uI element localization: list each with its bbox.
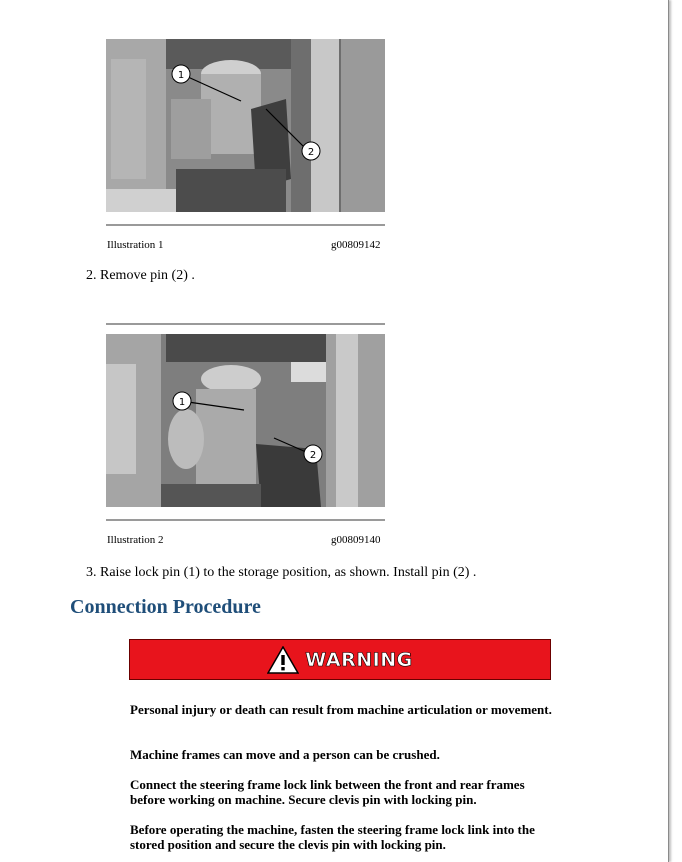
illustration-2-callout-1: 1	[178, 397, 186, 408]
illustration-2-caption: Illustration 2	[107, 534, 164, 546]
illustration-2-rule	[106, 519, 385, 521]
warning-label: WARNING	[305, 648, 413, 671]
illustration-1-callout-2: 2	[307, 147, 315, 158]
warning-paragraph-3: Connect the steering frame lock link between the front and rear frames before working on machine. Secure clevis pin with locking pin.	[130, 777, 525, 807]
illustration-2-callout-2: 2	[309, 450, 317, 461]
warning-banner	[129, 639, 551, 680]
illustration-1-caption: Illustration 1	[107, 239, 164, 251]
illustration-2-photo	[106, 334, 385, 507]
section-heading: Connection Procedure	[70, 596, 261, 618]
illustration-1-rule	[106, 224, 385, 226]
illustration-2-code: g00809140	[331, 534, 381, 546]
warning-paragraph-4: Before operating the machine, fasten the steering frame lock link into the stored position and secure the clevis pin with locking pin.	[130, 822, 535, 852]
step-2-text: 2. Remove pin (2) .	[86, 268, 195, 283]
illustration-1-photo	[106, 39, 385, 212]
illustration-1-callout-1: 1	[177, 70, 185, 81]
warning-paragraph-1: Personal injury or death can result from machine articulation or movement.	[130, 702, 552, 717]
illustration-2-top-rule	[106, 323, 385, 325]
warning-paragraph-2: Machine frames can move and a person can be crushed.	[130, 747, 440, 762]
step-3-text: 3. Raise lock pin (1) to the storage position, as shown. Install pin (2) .	[86, 565, 477, 580]
illustration-1-code: g00809142	[331, 239, 381, 251]
warning-triangle-icon	[267, 646, 299, 674]
